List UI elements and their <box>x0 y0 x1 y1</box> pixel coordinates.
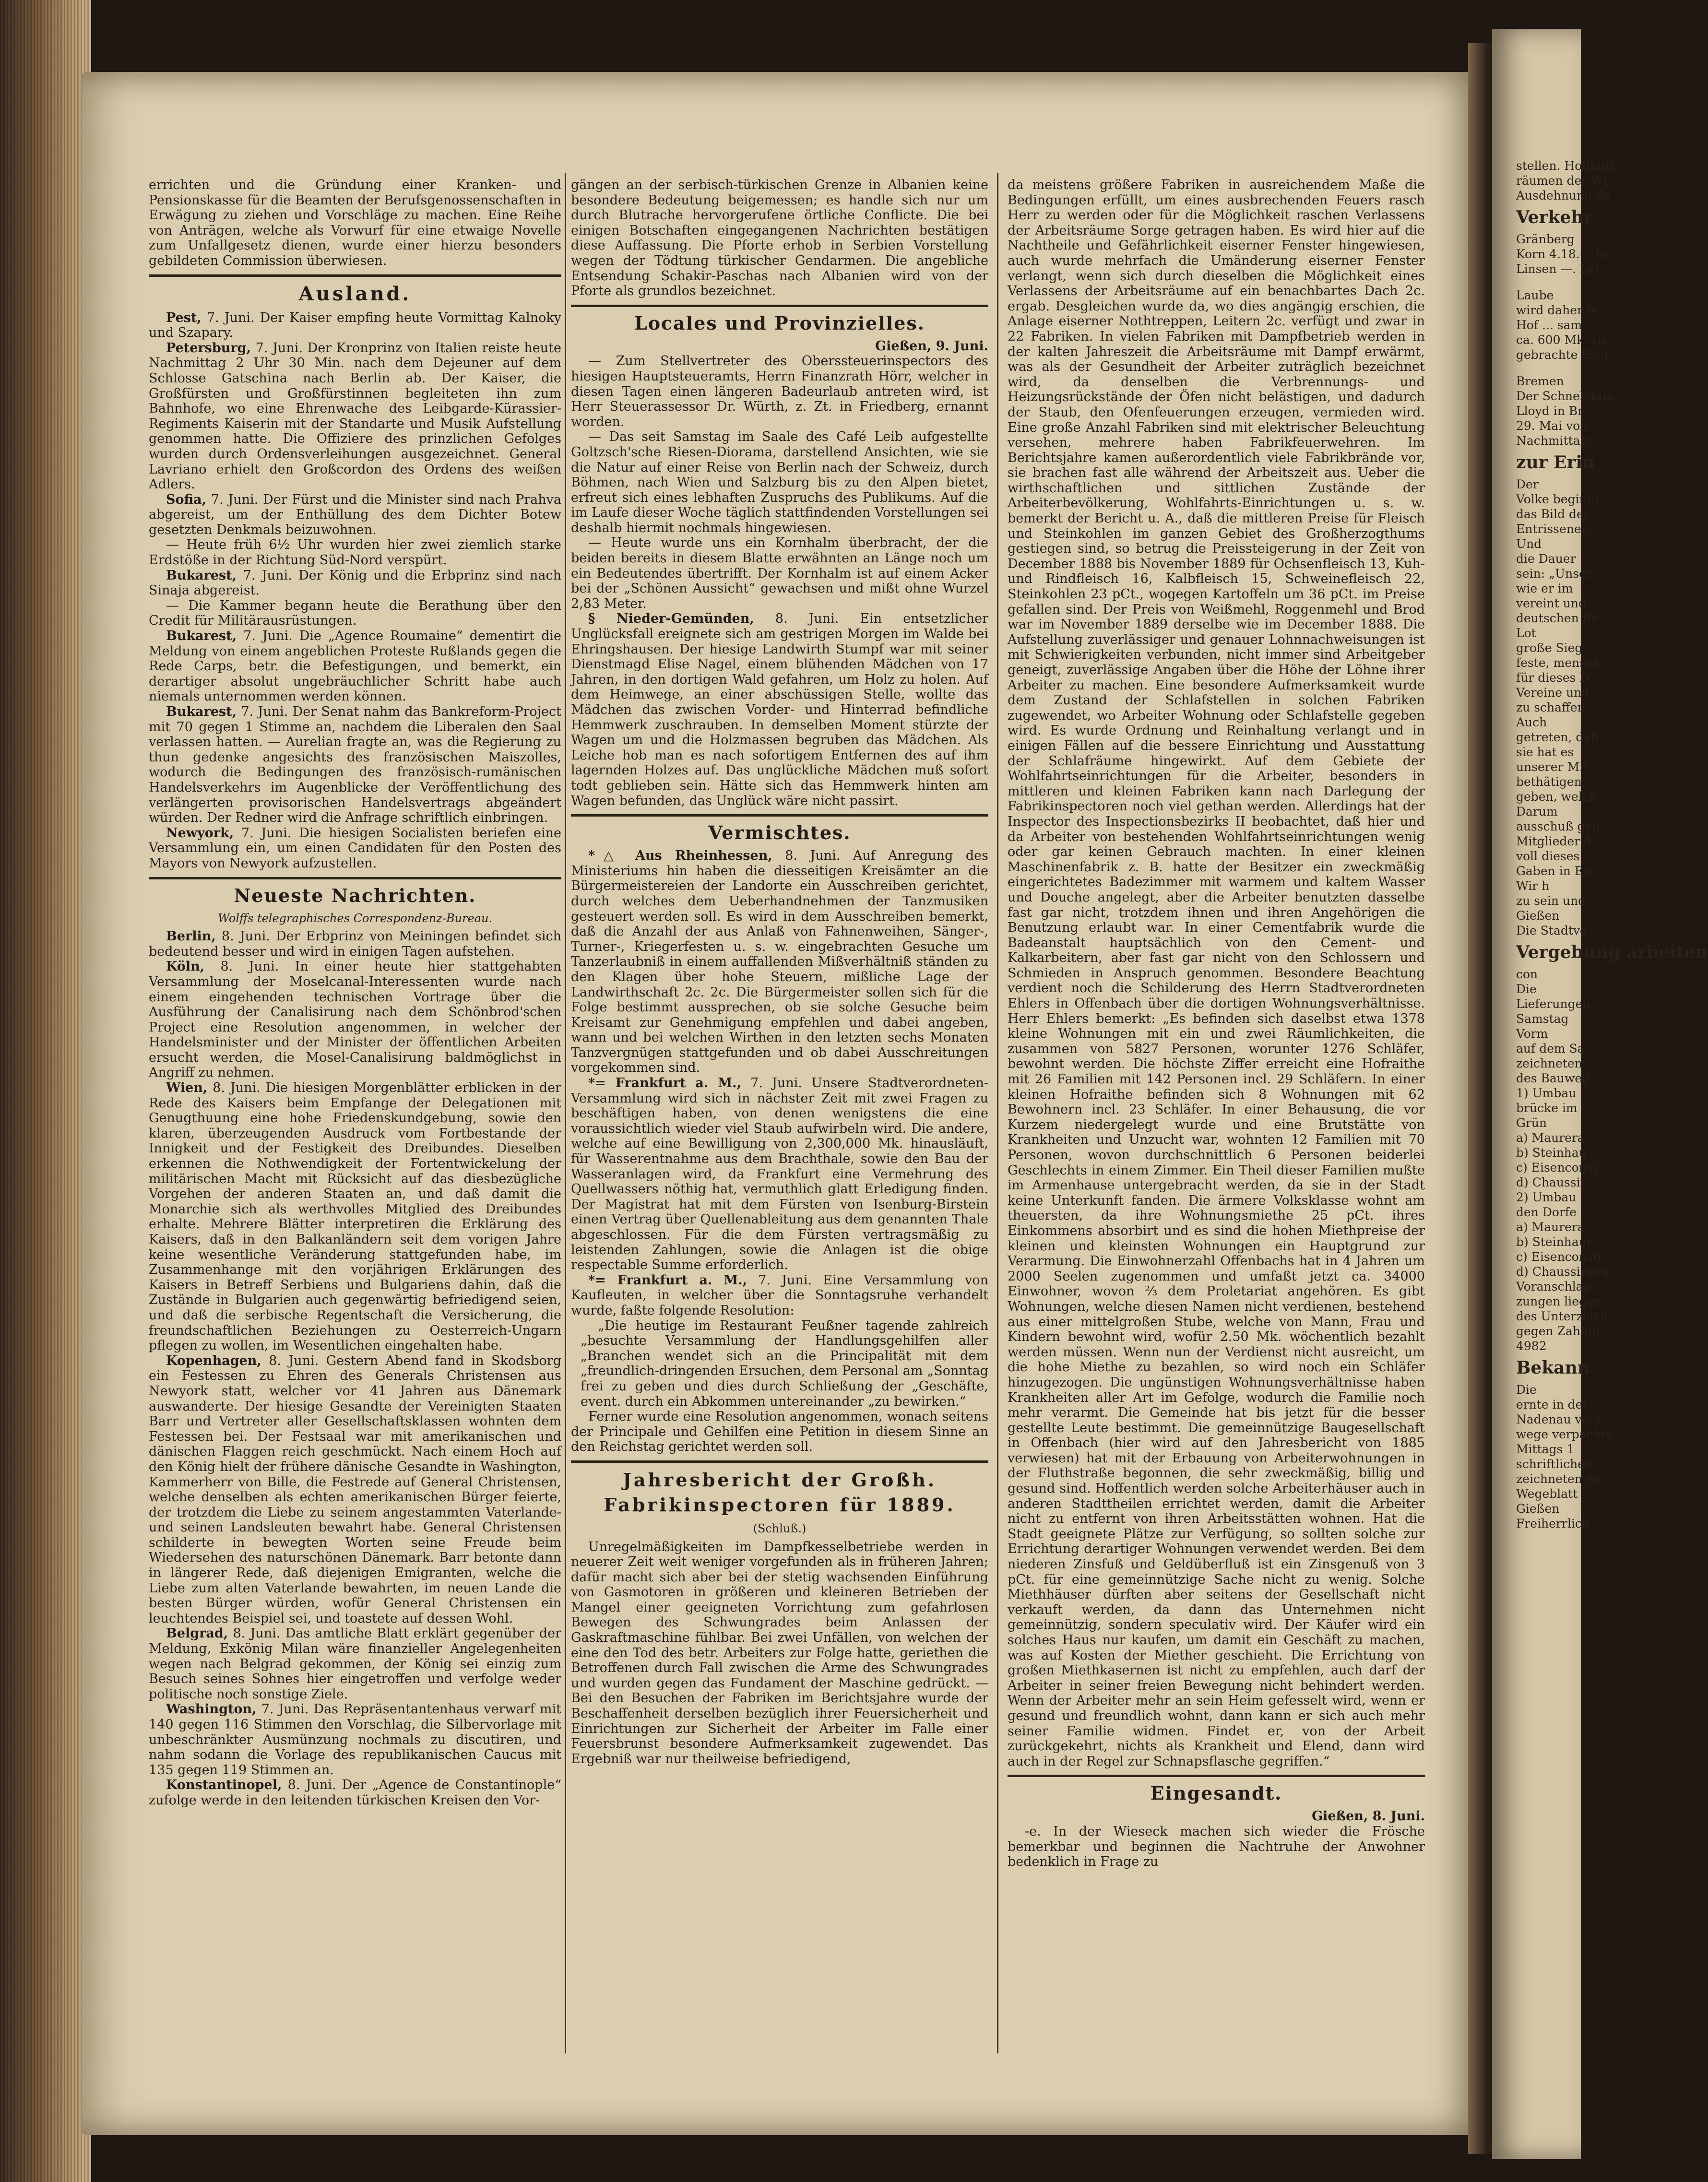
news-item: — Die Kammer begann heute die Berathung über den Credit für Militärausrüstungen. <box>149 598 561 629</box>
section-divider <box>1008 1775 1425 1777</box>
facing-page-line: wie er im <box>1516 581 1573 595</box>
facing-page-line: Grün <box>1516 1116 1547 1130</box>
facing-page-line: c) Eisenconstr <box>1516 1250 1603 1264</box>
facing-page-line: Lieferungen <box>1516 997 1590 1011</box>
news-item: Bukarest, 7. Juni. Die „Agence Roumaine“ dementirt die Meldung von einem angeblichen Proteste Rußlands gegen die Rede Carps, betr. die Befestigungen, und bemerkt, ein derartiger absolut ungebräuchlicher Schritt habe auch niemals unternommen werden können. <box>149 629 561 704</box>
facing-page-line: b) Steinhau <box>1516 1146 1587 1160</box>
facing-page-line: a) Maurera <box>1516 1131 1585 1145</box>
facing-page-line: Der <box>1516 477 1539 491</box>
paragraph: gängen an der serbisch-türkischen Grenze in Albanien keine besondere Bedeutung beigemessen; es handle sich nur um durch Blutrache hervorgerufene örtliche Conflicte. Die bei einigen Botschaften eingegangenen Nachrichten bestätigen diese Auffassung. Die Pforte erhob in Serbien Vorstellung wegen der Tödtung türkischer Gendarmen. Die angebliche Entsendung Schakir-Paschas nach Albanien wird von der Pforte als grundlos bezeichnet. <box>571 178 988 299</box>
dateline: Gießen, 9. Juni. <box>875 338 988 354</box>
facing-page-line: feste, mensch <box>1516 656 1601 670</box>
facing-page-line: sein: „Unser <box>1516 567 1592 581</box>
facing-page-line: Gießen <box>1516 909 1560 923</box>
news-item: Berlin, 8. Juni. Der Erbprinz von Meiningen befindet sich bedeutend besser und wird in einigen Tagen aufstehen. <box>149 929 561 959</box>
news-item: Kopenhagen, 8. Juni. Gestern Abend fand in Skodsborg ein Festessen zu Ehren des Generals Christensen aus Newyork statt, welcher vor 41 Jahren aus Dänemark auswanderte. Der hiesige Gesandte der Vereinigten Staaten Barr und Vertreter aller Gesellschaftsklassen wohnten dem Festessen bei. Der Festsaal war mit amerikanischen und dänischen Flaggen reich geschmückt. Nach einem Hoch auf den König hielt der frühere dänische Gesandte in Washington, Kammerherr von Bille, die Festrede auf General Christensen, welche denselben als echten amerikanischen Bürger feierte, der trotzdem die Liebe zu seinem angestammten Vaterlande-und seinen Landsleuten bewahrt habe. General Christensen schilderte in bewegten Worten seine Freude beim Wiedersehen des naturschönen Dänemark. Barr betonte dann in längerer Rede, daß diejenigen Emigranten, welche die Liebe zum alten Vaterlande bewahrten, im neuen Lande die besten Bürger würden, wofür General Christensen ein leuchtendes Beispiel sei, und toastete auf dessen Wohl. <box>149 1353 561 1626</box>
facing-page-line: zeichneten ein <box>1516 1472 1605 1486</box>
section-divider <box>571 305 988 307</box>
facing-page-line: Vorm <box>1516 1027 1548 1041</box>
news-item: *= Frankfurt a. M., 7. Juni. Unsere Stadtverordneten-Versammlung wird sich in nächster Zeit mit zwei Fragen zu beschäftigen haben, von denen wenigstens die eine voraussichtlich wieder viel Staub aufwirbeln wird. Die andere, welche auf eine Bewilligung von 2,300,000 Mk. hinausläuft, für Wasserentnahme aus dem Brachthale, sowie den Bau der Wasseranlagen wird, da Frankfurt eine Vermehrung des Quellwassers nöthig hat, vermuthlich glatt Erledigung finden. Der Magistrat hat mit dem Fürsten von Isenburg-Birstein einen Vertrag über Quellenableitung aus dem genannten Thale abgeschlossen. Für die dem Fürsten vertragsmäßig zu leistenden Zahlungen, sowie die Anlagen ist die obige respectable Summe erforderlich. <box>571 1076 989 1273</box>
column-3 <box>1008 178 1425 1870</box>
facing-page-line: Und <box>1516 537 1542 551</box>
section-divider <box>149 877 561 879</box>
resolution-quote: „Die heutige im Restaurant Feußner tagende zahlreich „besuchte Versammlung der Handlungsgehilfen aller „Branchen wendet sich an die Principalität mit dem „freundlich-dringenden Ersuchen, dem Personal am „Sonntag frei zu geben und dies durch Schließung der „Geschäfte, event. durch ein Abkommen untereinander „zu bewirken.“ <box>581 1318 988 1409</box>
facing-page-line: Darum <box>1516 805 1558 818</box>
facing-page-line: Bekann <box>1516 1358 1590 1378</box>
facing-page-line: Laube <box>1516 288 1554 302</box>
facing-page-line: Wir h <box>1516 879 1550 893</box>
dateline: Gießen, 8. Juni. <box>1312 1809 1425 1824</box>
continuation-note: (Schluß.) <box>753 1521 807 1535</box>
facing-page-line: sie hat es <box>1516 745 1574 759</box>
news-item: — Das seit Samstag im Saale des Café Leib aufgestellte Goltzsch'sche Riesen-Diorama, darstellend Ansichten, wie sie die Natur auf einer Reise von Berlin nach der Schweiz, durch Böhmen, nach Wien und Salzburg bis zu den Alpen bietet, erfreut sich eines lebhaften Zuspruchs des Publikums. Auf die im Laufe dieser Woche täglich stattfindenden Vorstellungen sei deshalb hiermit nochmals hingewiesen. <box>571 429 988 535</box>
facing-page-line <box>1516 276 1583 288</box>
facing-page-line: ca. 600 Mk. zu <box>1516 333 1606 347</box>
news-item: Ferner wurde eine Resolution angenommen, wonach seitens der Principale und Gehilfen eine Petition in diesem Sinne an den Reichstag gerichtet werden soll. <box>571 1409 988 1455</box>
facing-page-line: vereint und <box>1516 596 1586 610</box>
facing-page-line: Freiherrlich <box>1516 1517 1589 1530</box>
facing-page-line: brücke im <box>1516 1101 1578 1115</box>
facing-page-line: gegen Zahlun <box>1516 1324 1600 1338</box>
section-heading-eingesandt: Eingesandt. <box>1150 1782 1282 1804</box>
news-item: Wien, 8. Juni. Die hiesigen Morgenblätter erblicken in der Rede des Kaisers beim Empfange der Delegationen mit Genugthuung eine hohe Friedenskundgebung, sowie den klaren, überzeugenden Ausdruck vom Fortbestande der Innigkeit und der Festigkeit des Dreibundes. Dieselben erkennen die Nothwendigkeit der Fortentwickelung der militärischen Macht mit Rücksicht auf das diesbezügliche Vorgehen der anderen Staaten an, und daß damit die Monarchie sich als werthvolles Mitglied des Dreibundes erhalte. Mehrere Blätter interpretiren die Erklärung des Kaisers, daß in den Balkanländern seit dem vorigen Jahre keine wesentliche Veränderung stattgefunden habe, im Zusammenhange mit den vorjährigen Erklärungen des Kaisers in Betreff Serbiens und Bulgariens dahin, daß die Zustände in Bulgarien auch gegenwärtig befriedigend seien, und daß die serbische Regentschaft die Versicherung, die freundschaftlichen Beziehungen zu Oesterreich-Ungarn pflegen zu wollen, im Wesentlichen eingehalten habe. <box>149 1080 561 1353</box>
facing-page-line: ernte in der <box>1516 1398 1589 1411</box>
report-text: Unregelmäßigkeiten im Dampfkesselbetriebe werden in neuerer Zeit weit weniger vorgefunden als in früheren Jahren; dafür macht sich aber bei der stetig wachsenden Einführung von Gasmotoren in größeren und kleineren Betrieben der Mangel einer geeigneten Vorrichtung zum gefahrlosen Bewegen des Schwungrades beim Anlassen der Gaskraftmaschine fühlbar. Bei zwei Unfällen, von welchen der eine den Tod des betr. Arbeiters zur Folge hatte, geriethen die Betroffenen durch Fall zwischen die Arme des Schwungrades und wurden gegen das Fundament der Maschine gedrückt. — Bei den Besuchen der Fabriken im Berichtsjahre wurde der Beschaffenheit derselben bezüglich ihrer Feuersicherheit und Einrichtungen zur Sicherheit der Arbeiter im Falle einer Feuersbrunst besondere Aufmerksamkeit zugewendet. Das Ergebniß war nur theilweise befriedigend, <box>571 1539 988 1767</box>
facing-page-line: stellen. Hoffentl <box>1516 159 1614 173</box>
news-item: *△ Aus Rheinhessen, 8. Juni. Auf Anregung des Ministeriums hin haben die diesseitigen Kreisämter an die Bürgermeistereien der Landorte ein Ausschreiben gerichtet, durch welches dem Ueberhandnehmen der Tanzmusiken gesteuert werden soll. Es wird in dem Ausschreiben bemerkt, daß die Anzahl der aus Anlaß von Fahnenweihen, Sänger-, Turner-, Kriegerfesten u. s. w. eingebrachten Gesuche um Tanzerlaubniß in einem auffallenden Mißverhältniß ständen zu den Klagen über hohe Steuern, mißliche Lage der Landwirthschaft 2c. 2c. Die Bürgermeister sollen sich für die Folge bestimmt aussprechen, ob sie solche Gesuche beim Kreisamt zur Genehmigung empfehlen und dabei angeben, wann und bei welchen Wirthen in den letzten sechs Monaten Tanzvergnügen stattgefunden und ob dabei Ausschreitungen vorgekommen sind. <box>571 848 988 1076</box>
news-item: Washington, 7. Juni. Das Repräsentantenhaus verwarf mit 140 gegen 116 Stimmen den Vorschlag, die Silbervorlage mit unbeschränkter Ausmünzung nochmals zu discutiren, und nahm sodann die Vorlage des republikanischen Caucus mit 135 gegen 119 Stimmen an. <box>149 1702 561 1778</box>
facing-page-line: voll dieses <box>1516 849 1580 863</box>
facing-page-line: unserer Mit <box>1516 760 1589 774</box>
column-1 <box>149 178 561 1808</box>
facing-page-line: c) Eisenconst <box>1516 1161 1598 1174</box>
facing-page-line: zur Erin <box>1516 452 1595 473</box>
facing-page-line: bethätigen, <box>1516 775 1586 789</box>
news-item: Sofia, 7. Juni. Der Fürst und die Minister sind nach Prahva abgereist, um der Enthüllung des dem Dichter Botew gesetzten Denkmals beizuwohnen. <box>149 492 561 537</box>
column-rule <box>565 173 566 2053</box>
facing-page-line: des Bauweg <box>1516 1071 1590 1085</box>
section-heading-jahresbericht: Jahresbericht der Großh. Fabrikinspectoren für 1889. <box>604 1469 956 1516</box>
news-item: Belgrad, 8. Juni. Das amtliche Blatt erklärt gegenüber der Meldung, Exkönig Milan wäre finanzieller Angelegenheiten wegen nach Belgrad gekommen, der König sei einzig zum Besuch seines Sohnes hier eingetroffen und verfolge weder politische noch sonstige Ziele. <box>149 1626 561 1702</box>
facing-page-line: b) Steinhaue <box>1516 1235 1594 1249</box>
column-2 <box>571 178 988 1767</box>
section-heading-neueste-nachrichten: Neueste Nachrichten. <box>234 884 476 906</box>
facing-page-line: a) Maurera <box>1516 1220 1585 1234</box>
facing-page-line: große Sieg <box>1516 641 1583 655</box>
facing-page-line: räumen der Wi <box>1516 174 1607 188</box>
news-item: Newyork, 7. Juni. Die hiesigen Socialisten beriefen eine Versammlung ein, um einen Candidaten für den Posten des Mayors von Newyork aufzustellen. <box>149 825 561 871</box>
facing-page-line: 29. Mai von <box>1516 419 1588 433</box>
facing-page-line: Gießen <box>1516 1502 1560 1516</box>
facing-page-line: Gaben in Em <box>1516 864 1595 878</box>
subheading: Wolffs telegraphisches Correspondenz-Bureau. <box>217 911 493 925</box>
facing-page-line: zu schaffen, <box>1516 700 1589 714</box>
news-item: — Zum Stellvertreter des Oberssteuerinspectors des hiesigen Hauptsteueramts, Herrn Finanzrath Hörr, welcher in diesen Tagen einen längeren Badeurlaub antreten wird, ist Herr Steuerassessor Dr. Würth, z. Zt. in Friedberg, ernannt worden. <box>571 354 988 429</box>
news-item: *= Frankfurt a. M., 7. Juni. Eine Versammlung von Kaufleuten, in welcher über die Sonntagsruhe verhandelt wurde, faßte folgende Resolution: <box>571 1272 988 1318</box>
facing-page-line: des Unterzeich <box>1516 1309 1608 1323</box>
facing-page-line: Nachmittags <box>1516 434 1594 448</box>
section-divider <box>571 814 988 817</box>
news-item: Bukarest, 7. Juni. Der Senat nahm das Bankreform-Project mit 70 gegen 1 Stimme an, nachdem die Liberalen den Saal verlassen hatten. — Aurelian fragte an, was die Regierung zu thun gedenke angesichts des französischen Maiszolles, wodurch die Bedingungen des französisch-rumänischen Handelsverkehrs im Augenblicke der Veröffentlichung des verlängerten provisorischen Handelsvertrags abgeändert würden. Der Redner wird die Anfrage schriftlich einbringen. <box>149 704 561 826</box>
news-item: — Heute wurde uns ein Kornhalm überbracht, der die beiden bereits in diesem Blatte erwähnten an Länge noch um ein Bedeutendes übertrifft. Der Kornhalm ist auf einem Acker bei der „Schönen Aussicht“ gewachsen und mißt ohne Wurzel 2,83 Meter. <box>571 535 988 611</box>
news-item: § Nieder-Gemünden, 8. Juni. Ein entsetzlicher Unglücksfall ereignete sich am gestrigen Morgen im Walde bei Ehringshausen. Der hiesige Landwirth Stumpf war mit seiner Dienstmagd Elise Nagel, einem blühenden Mädchen von 17 Jahren, in den dortigen Wald gefahren, um Holz zu holen. Auf dem Heimwege, an einer abschüssigen Stelle, wollte das Mädchen das zwischen Vorder- und Hinterrad befindliche Hemmwerk zuschrauben. In demselben Moment stürzte der Wagen um und die Holzmassen begruben das Mädchen. Als Leiche hob man es nach sofortigem Entfernen des auf ihm lagernden Holzes auf. Das unglückliche Mädchen muß sofort todt geblieben sein. Hätte sich das Hemmwerk hinten am Wagen befunden, das Unglück wäre nicht passirt. <box>571 611 988 808</box>
facing-page-line: wege verpachte <box>1516 1427 1613 1441</box>
facing-page-line: getreten, daß <box>1516 730 1599 744</box>
column-rule <box>997 173 998 2053</box>
facing-page-line: Mittags 1 <box>1516 1442 1575 1456</box>
facing-page-line: 2) Umbau <box>1516 1190 1577 1204</box>
facing-page-line: Lot <box>1516 626 1536 640</box>
facing-page-line: zungen liegen <box>1516 1294 1601 1308</box>
facing-page-line: Vergebung arbeiten <box>1516 942 1708 962</box>
facing-page-line: Die <box>1516 1383 1537 1397</box>
paragraph: errichten und die Gründung einer Kranken- und Pensionskasse für die Beamten der Berufsgenossenschaften in Erwägung zu ziehen und Vorschläge zu machen. Eine Reihe von Anträgen, welche als Vorwurf für eine etwaige Novelle zum Unfallgesetz dienen, wurde einer hierzu besonders gebildeten Commission überwiesen. <box>149 178 561 268</box>
facing-page-line: Voranschlag <box>1516 1280 1591 1293</box>
facing-page-line: Korn 4.18.— Le <box>1516 247 1611 261</box>
facing-page-line: die Dauer <box>1516 552 1576 566</box>
facing-page-line: gebrachte Sied <box>1516 348 1609 362</box>
section-divider <box>571 1460 988 1463</box>
facing-page-line: wird daher fr <box>1516 303 1597 317</box>
facing-page-line: Verkehr <box>1516 207 1593 227</box>
section-heading-vermischtes: Vermischtes. <box>708 822 851 844</box>
facing-page-line: Die <box>1516 982 1537 996</box>
facing-page-line: Lloyd in Br <box>1516 404 1584 418</box>
news-item: Köln, 8. Juni. In einer heute hier stattgehabten Versammlung der Moselcanal-Interessenten wurde nach einem eingehenden technischen Vortrage über die Ausführung der Canalisirung nach dem Schönbrod'schen Project eine Resolution angenommen, in welcher der Handelsminister und der Minister der öffentlichen Arbeiten ersucht werden, die Mosel-Canalisirung baldmöglichst in Angriff zu nehmen. <box>149 959 561 1080</box>
news-item: Pest, 7. Juni. Der Kaiser empfing heute Vormittag Kalnoky und Szapary. <box>149 310 561 341</box>
facing-page-line: zu sein und <box>1516 894 1586 908</box>
facing-page-line: Samstag <box>1516 1012 1569 1026</box>
facing-page-line: Volke beginnt <box>1516 492 1600 506</box>
facing-page-line: Linsen —. Lei <box>1516 262 1599 276</box>
news-item: Petersburg, 7. Juni. Der Kronprinz von Italien reiste heute Nachmittag 2 Uhr 30 Min. nach dem Dejeuner auf dem Schlosse Gatschina nach Berlin ab. Der Kaiser, die Großfürsten und Großfürstinnen begleiteten ihn zum Bahnhofe, wo eine Ehrenwache des Leibgarde-Kürassier-Regiments Kaiserin mit der Standarte und Musik Aufstellung genommen hatte. Die Offiziere des prinzlichen Gefolges wurden durch Ordensverleihungen ausgezeichnet. General Lavriano erhielt den Großcordon des Ordens des weißen Adlers. <box>149 340 561 492</box>
facing-page-text <box>1516 158 1708 1531</box>
facing-page-line: d) Chaussir <box>1516 1175 1586 1189</box>
facing-page-line: geben, welch <box>1516 790 1597 804</box>
section-divider <box>149 274 561 277</box>
facing-page-line: 4982 <box>1516 1339 1547 1353</box>
news-item: Bukarest, 7. Juni. Der König und die Erbprinz sind nach Sinaja abgereist. <box>149 568 561 598</box>
facing-page-line: schriftlichen <box>1516 1457 1593 1471</box>
facing-page-line: Die Stadtve <box>1516 924 1587 937</box>
section-heading-locales: Locales und Provinzielles. <box>634 312 925 334</box>
facing-page-line <box>1516 362 1583 374</box>
facing-page-line: Bremen <box>1516 374 1564 388</box>
facing-page-line: Mitglieder d <box>1516 834 1592 848</box>
facing-page-line: ausschuß geb <box>1516 819 1600 833</box>
facing-page-line: Der Schnelldam <box>1516 389 1614 403</box>
report-text: da meistens größere Fabriken in ausreichendem Maße die Bedingungen erfüllt, um eines ausbrechenden Feuers rasch Herr zu werden oder für die Möglichkeit raschen Verlassens der Arbeitsräume Sorge getragen haben. Es wird hier auf die Nachtheile und Gefährlichkeit eiserner Fenster hingewiesen, auch wurde mehrfach die Umänderung eiserner Fenster verlangt, wenn sich durch dieselben die Möglichkeit eines Verlassens der Arbeitsräume auf ein benachbartes Dach 2c. ergab. Desgleichen wurde da, wo dies angängig erschien, die Anlage eiserner Nothtreppen, Leitern 2c. verfügt und zwar in 22 Fabriken. In vielen Fabriken mit Dampfbetrieb werden in der kalten Jahreszeit die Arbeitsräume mit Dampf erwärmt, was als der Gesundheit der Arbeiter zuträglich bezeichnet wird, da denselben die Verbrennungs- und Heizungsrückstände der Öfen nicht belästigen, und dadurch der Staub, den Ofenfeuerungen erzeugen, vermieden wird. Eine große Anzahl Fabriken sind mit elektrischer Beleuchtung versehen, mehrere haben Fabrikfeuerwehren. Im Berichtsjahre kamen außerordentlich viele Fabrikbrände vor, sie brachen fast alle während der Arbeitszeit aus. Ueber die wirthschaftlichen und sittlichen Zustände der Arbeiterbevölkerung, Wohlfahrts-Einrichtungen u. s. w. bemerkt der Bericht u. A., daß die mittleren Preise für Fleisch und Steinkohlen im ganzen Gebiet des Großherzogthums gestiegen sind, so betrug die Preissteigerung in der Zeit von December 1888 bis November 1889 für Ochsenfleisch 13, Kuh- und Rindfleisch 16, Kalbfleisch 15, Schweinefleisch 22, Steinkohlen 23 pCt., wogegen Kartoffeln um 36 pCt. im Preise gefallen sind. Der Preis von Weißmehl, Roggenmehl und Brod war im November 1889 derselbe wie im December 1888. Die Aufstellung zuverlässiger und genauer Lohnnachweisungen ist mit Schwierigkeiten verbunden, nicht immer sind Arbeitgeber geneigt, zuverlässige Angaben über die Höhe der Löhne ihrer Arbeiter zu machen. Eine besondere Aufmerksamkeit wurde dem Zustand der Schlafstellen in solchen Fabriken zugewendet, wo Arbeiter Wohnung oder Schlafstelle gegeben wird. Es wurde Ordnung und Reinhaltung verlangt und in einigen Fällen auf die bessere Einrichtung und Ausstattung der Schlafräume hingewirkt. Auf dem Gebiete der Wohlfahrtseinrichtungen für die Arbeiter, besonders in mittleren und kleinen Fabriken kann nach Darlegung der Fabrikinspectoren noch viel gethan werden. Allerdings hat der Inspector des Inspectionsbezirks II beobachtet, daß hier und da Arbeiter von bestehenden Wohlfahrtseinrichtungen wenig oder gar keinen Gebrauch machten. In einer kleinen Maschinenfabrik z. B. hatte der Besitzer ein zweckmäßig eingerichtetes Badezimmer mit warmem und kaltem Wasser und Douche angelegt, aber die Arbeiter benutzten dasselbe fast gar nicht, trotzdem ihnen und ihren Angehörigen die Benutzung erlaubt war. In einer Cementfabrik wurde die Badeanstalt hauptsächlich von den Cement- und Kalkarbeitern, aber fast gar nicht von den Schlossern und Schmieden in Anspruch genommen. Besondere Beachtung verdient noch die Schilderung des Herrn Stadtverordneten Ehlers in Offenbach über die dortigen Wohnungsverhältnisse. Herr Ehlers bemerkt: „Es befinden sich daselbst etwa 1378 kleine Wohnungen mit ein und zwei Räumlichkeiten, die zusammen von 5827 Personen, worunter 1276 Schläfer, bewohnt werden. Die höchste Ziffer erreicht eine Hofraithe mit 26 Familien mit 142 Personen incl. 29 Schläfern. In einer kleinen Hofraithe befinden sich 8 Wohnungen mit 62 Bewohnern incl. 23 Schläfer. In einer Behausung, die vor Kurzem niedergelegt wurde und eine Brutstätte von Krankheiten und Unzucht war, wohnten 12 Familien mit 70 Personen, wovon durchschnittlich 6 Personen beiderlei Geschlechts in einem Zimmer. Ein Theil dieser Familien mußte im Armenhause untergebracht werden, da sie in der Stadt keine Unterkunft fanden. Die ärmere Volksklasse wohnt am theuersten, da ihre Wohnungsmiethe 25 pCt. ihres Einkommens absorbirt und es sind die hohen Miethpreise der kleinen und kleinsten Wohnungen ein Hauptgrund zur Verarmung. Die Einwohnerzahl Offenbachs hat in 4 Jahren um 2000 Seelen zugenommen und umfaßt jetzt ca. 34000 Einwohner, wovon ⅔ dem Proletariat angehören. Es gibt Wohnungen, welche diesen Namen nicht verdienen, bestehend aus einer mittelgroßen Stube, welche von Mann, Frau und Kindern bewohnt wird, wofür 2.50 Mk. wöchentlich bezahlt werden müssen. Wenn nun der Verdienst nicht ausreicht, um die hohe Miethe zu bezahlen, so wird noch ein Schläfer hinzugezogen. Die ungünstigen Wohnungsverhältnisse haben Krankheiten aller Art im Gefolge, wodurch die Familie noch mehr verarmt. Die Gemeinde hat bis jetzt für die besser gestellte Leute bestimmt. Die gemeinnützige Baugesellschaft in Offenbach (hier wird auf den Jahresbericht von 1885 verwiesen) hat mit der Erbauung von Arbeiterwohnungen in der Fluthstraße begonnen, die sehr zweckmäßig, billig und gesund sind. Hoffentlich werden solche Arbeiterhäuser auch in anderen Stadttheilen errichtet werden, damit die Arbeiter nicht zu entfernt von ihren Arbeitsstätten wohnen. Hat die Stadt geeignete Plätze zur Verfügung, so sollten solche zur Errichtung derartiger Wohnungen verwendet werden. Bei dem niederen Zinsfuß und Geldüberfluß ist ein Zinsgenuß von 3 pCt. für eine gemeinnützige Sache nicht zu wenig. Solche Miethhäuser dürften aber seitens der Gesellschaft nicht verkauft werden, da dann das Unternehmen nicht gemeinnützig, sondern speculativ wird. Der Käufer wird ein solches Haus nur kaufen, um damit ein Geschäft zu machen, was auf Kosten der Miether geschieht. Die Errichtung von großen Miethkasernen ist nicht zu empfehlen, auch darf der Arbeiter in seiner freien Bewegung nicht behindert werden. Wenn der Arbeiter mehr an sein Heim gefesselt wird, wenn er gesund und freundlich wohnt, dann kann er sich auch mehr seiner Familie widmen. Findet er, von der Arbeit zurückgekehrt, nichts als Krankheit und Elend, dann wird auch in der Regel zur Schnapsflasche gegriffen.“ <box>1008 178 1425 1769</box>
facing-page-line: 1) Umbau <box>1516 1086 1577 1100</box>
facing-page-line: Auch <box>1516 715 1547 729</box>
facing-page-line: für dieses D <box>1516 671 1589 685</box>
section-heading-ausland: Ausland. <box>298 282 412 305</box>
facing-page-line: zeichneten <box>1516 1056 1582 1070</box>
facing-page-line: auf dem Sa <box>1516 1042 1585 1055</box>
news-item: Konstantinopel, 8. Juni. Der „Agence de Constantinople“ zufolge werde in den leitenden türkischen Kreisen den Vor- <box>149 1778 561 1808</box>
page-edges <box>0 0 91 2182</box>
facing-page-line: Entrissenen. <box>1516 522 1593 536</box>
facing-page-line: Wegeblatt <box>1516 1487 1578 1501</box>
facing-page-line: den Dorfe <box>1516 1205 1577 1219</box>
news-item: — Heute früh 6½ Uhr wurden hier zwei ziemlich starke Erdstöße in der Richtung Süd-Nord verspürt. <box>149 537 561 568</box>
facing-page-line: Ausdehnung de <box>1516 189 1611 202</box>
facing-page-line: das Bild des <box>1516 507 1590 521</box>
facing-page-line: Vereine und <box>1516 686 1589 700</box>
letter-text: -e. In der Wieseck machen sich wieder die Frösche bemerkbar und beginnen die Nachtruhe der Anwohner bedenklich in Frage zu <box>1008 1824 1425 1870</box>
facing-page-line: Hof ... sam <box>1516 318 1582 332</box>
facing-page-line: d) Chaussirung <box>1516 1265 1609 1279</box>
facing-page-line: con <box>1516 967 1538 981</box>
facing-page-line: Gränberg <box>1516 232 1575 246</box>
facing-page-line: deutschen Re <box>1516 611 1599 625</box>
facing-page-line: Nadenau vers <box>1516 1412 1601 1426</box>
